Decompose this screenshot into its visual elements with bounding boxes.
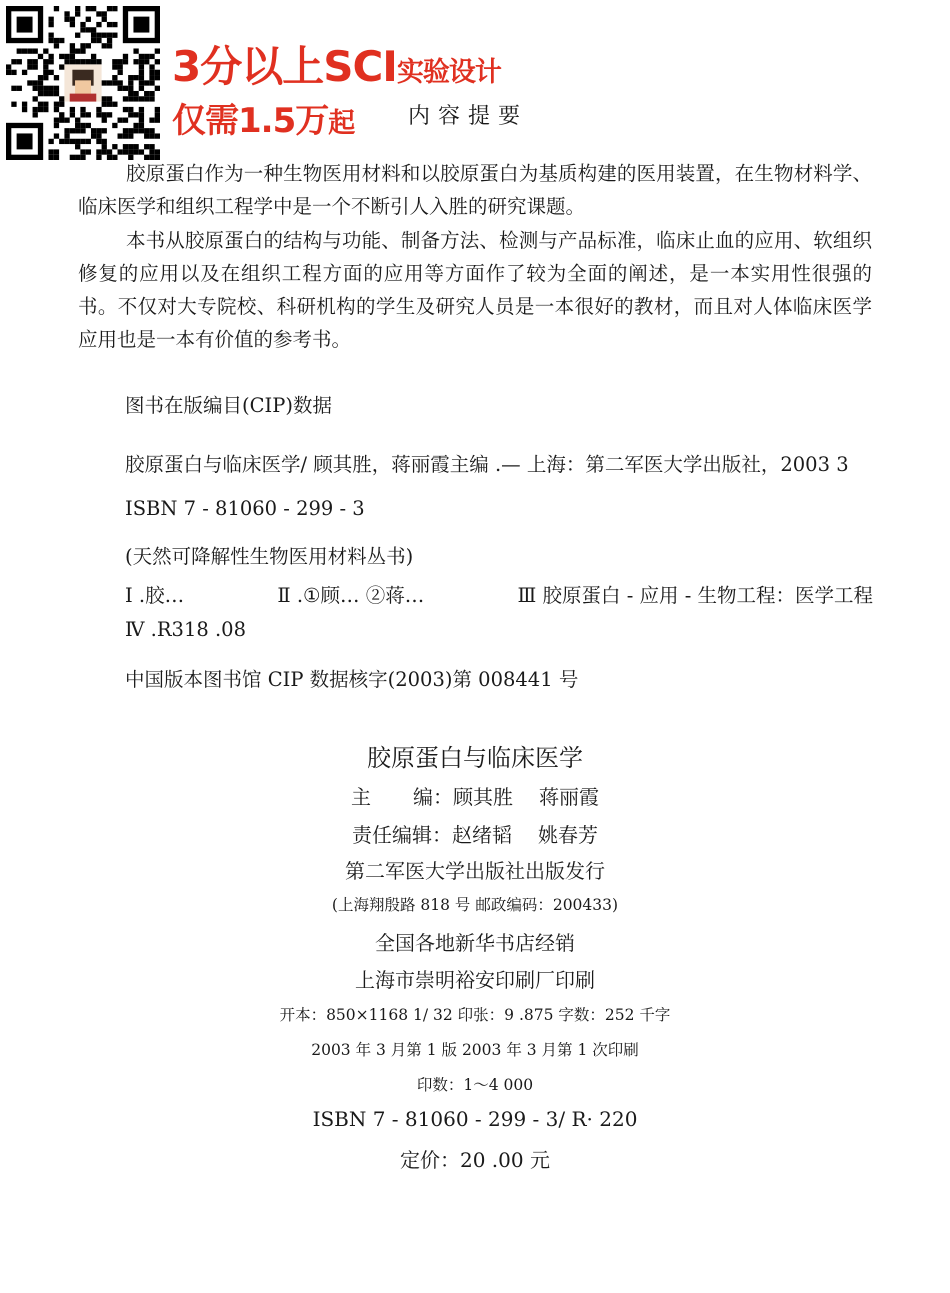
distributor: 全国各地新华书店经销 (375, 931, 575, 955)
resp-name: 赵绪韬 (452, 823, 512, 847)
ad-banner-line1[interactable] (172, 34, 501, 94)
format-info: 开本：850×1168 1/ 32 印张：9 .875 字数：252 千字 (279, 1006, 671, 1024)
chief-name: 顾其胜 (453, 785, 513, 809)
chief-name: 蒋丽霞 (539, 785, 599, 809)
chief-editors (0, 781, 950, 810)
summary-paragraph-1: 胶原蛋白作为一种生物医用材料和以胶原蛋白为基质构建的医用装置，在生物材料学、临床医学和组织工程学中是一个不断引人入胜的研究课题。 (78, 162, 872, 218)
cip-record: 胶原蛋白与临床医学/ 顾其胜，蒋丽霞主编 .— 上海：第二军医大学出版社，2003 3 (125, 453, 849, 476)
cip-class-item: Ⅲ 胶原蛋白 - 应用 - 生物工程：医学工程 (517, 584, 873, 607)
cip-heading: 图书在版编目(CIP)数据 (125, 394, 332, 417)
chief-label-2: 编： (413, 785, 453, 809)
chief-label: 主 (351, 785, 371, 809)
cip-class-item: Ⅰ .胶… (125, 584, 185, 607)
qr-code-image (6, 6, 160, 160)
ad-line2-small: 起 (328, 108, 355, 139)
ad-banner-line2[interactable] (172, 93, 354, 142)
price: 定价：20 .00 元 (400, 1148, 550, 1172)
resp-label: 责任编辑： (352, 823, 452, 847)
cip-class-item: Ⅱ .①顾… ②蒋… (277, 584, 425, 607)
responsible-editors (0, 819, 950, 848)
publisher-address: (上海翔殷路 818 号 邮政编码：200433) (331, 896, 619, 914)
book-title: 胶原蛋白与临床医学 (367, 744, 583, 772)
summary-paragraph-2: 本书从胶原蛋白的结构与功能、制备方法、检测与产品标准，临床止血的应用、软组织修复的应用以及在组织工程方面的应用等方面作了较为全面的阐述，是一本实用性很强的书。不仅对大专院校、科研机构的学生及研究人员是一本很好的教材，而且对人体临床医学应用也是一本有价值的参考书。 (78, 229, 872, 351)
ad-line1-small: 实验设计 (396, 57, 501, 88)
publisher: 第二军医大学出版社出版发行 (345, 859, 605, 883)
ad-line2-big: 仅需1.5万 (172, 101, 329, 141)
cip-data-number: 中国版本图书馆 CIP 数据核字(2003)第 008441 号 (125, 668, 579, 691)
colophon-isbn: ISBN 7 - 81060 - 299 - 3/ R· 220 (312, 1107, 638, 1131)
cip-class-number: Ⅳ .R318 .08 (125, 618, 246, 641)
cip-isbn: ISBN 7 - 81060 - 299 - 3 (125, 497, 365, 520)
resp-name: 姚春芳 (538, 823, 598, 847)
print-run: 印数：1～4 000 (416, 1076, 534, 1094)
edition-info: 2003 年 3 月第 1 版 2003 年 3 月第 1 次印刷 (311, 1041, 639, 1059)
cip-classification (125, 580, 873, 608)
ad-line1-big: 3分以上SCI (172, 42, 397, 91)
section-title: 内容提要 (408, 104, 529, 129)
cip-series: (天然可降解性生物医用材料丛书) (125, 545, 414, 568)
printer: 上海市崇明裕安印刷厂印刷 (355, 968, 595, 992)
